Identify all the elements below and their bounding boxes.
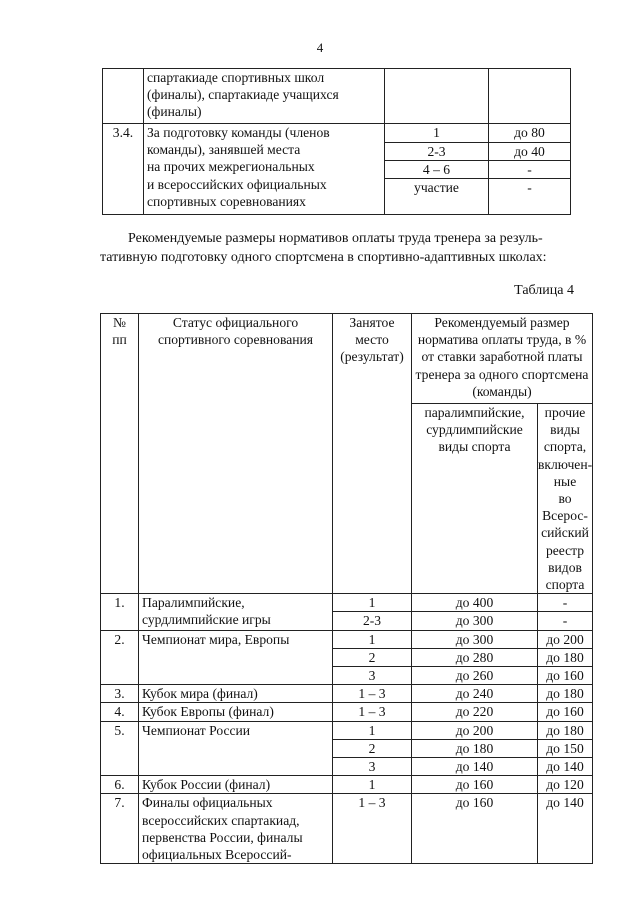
cell-text: официальных Всероссий- (142, 847, 292, 863)
table-4 (100, 313, 593, 864)
other-value-cell: до 150 (538, 739, 593, 757)
header-text: пп (112, 332, 127, 348)
para-value-cell: до 160 (412, 794, 538, 864)
header-status (139, 314, 333, 594)
header-text: прочие (544, 405, 586, 420)
value-cell: до 80 (489, 124, 571, 143)
para-value-cell: до 280 (412, 648, 538, 666)
cell-text: спартакиаде спортивных школ (147, 70, 325, 85)
row-number: 6. (101, 776, 139, 794)
para-value-cell: до 300 (412, 612, 538, 630)
other-value-cell: до 200 (538, 630, 593, 648)
row-number: 7. (101, 794, 139, 864)
cell-text: За подготовку команды (членов (147, 125, 330, 140)
cell-text: Кубок мира (финал) (142, 686, 258, 702)
para-value-cell: до 140 (412, 758, 538, 776)
header-sub-other (538, 404, 593, 594)
other-value-cell: - (538, 594, 593, 612)
cell-text: на прочих межрегиональных (147, 159, 315, 175)
header-text: ные (553, 473, 577, 489)
para-value-cell: до 160 (412, 776, 538, 794)
status-cell (139, 685, 333, 703)
header-text: во Всерос- (542, 491, 588, 524)
page-number: 4 (316, 40, 324, 55)
header-text: Занятое (349, 315, 395, 330)
table-row (103, 69, 571, 124)
header-norm (412, 314, 593, 404)
para-value-cell: до 260 (412, 667, 538, 685)
header-text: спортивного соревнования (157, 332, 314, 348)
header-text: от ставки заработной платы (421, 349, 583, 365)
other-value-cell: до 180 (538, 721, 593, 739)
status-cell (139, 703, 333, 721)
cell-text: Чемпионат России (142, 722, 251, 738)
row-number: 3. (101, 685, 139, 703)
header-text: Статус официального (172, 315, 299, 330)
header-text: (результат) (340, 349, 404, 365)
header-text: реестр (545, 542, 585, 558)
row-number: 3.4. (103, 124, 144, 215)
cell-text: Чемпионат мира, Европы (142, 631, 290, 647)
para-value-cell: до 300 (412, 630, 538, 648)
cell-text: Паралимпийские, (142, 595, 245, 611)
paragraph-line: Рекомендуемые размеры нормативов оплаты труда тренера за резуль- (128, 231, 543, 246)
table-top (102, 68, 571, 215)
row-number: 4. (101, 703, 139, 721)
para-value-cell: до 400 (412, 594, 538, 612)
cell-text: (финалы) (147, 104, 202, 120)
value-cell: до 40 (489, 143, 571, 161)
status-cell (139, 630, 333, 685)
place-cell: 3 (333, 667, 412, 685)
table-row (103, 124, 571, 143)
other-value-cell: до 160 (538, 703, 593, 721)
table-cell (385, 69, 489, 124)
header-text: виды (550, 422, 580, 438)
table-caption: Таблица 4 (514, 283, 574, 298)
cell-text: Кубок Европы (финал) (142, 704, 274, 720)
header-text: сийский (541, 525, 589, 541)
header-text: спорта, (543, 439, 587, 455)
place-cell: 1 – 3 (333, 685, 412, 703)
place-cell: 1 (333, 721, 412, 739)
place-cell: 4 – 6 (385, 161, 489, 179)
other-value-cell: до 140 (538, 758, 593, 776)
header-text: норматива оплаты труда, в % (417, 332, 587, 348)
place-cell: 1 (385, 124, 489, 143)
header-sub-paralympic (412, 404, 538, 594)
place-cell: 1 – 3 (333, 794, 412, 864)
row-number: 2. (101, 630, 139, 685)
header-text: видов (548, 559, 582, 575)
cell-text: Кубок России (финал) (142, 777, 271, 793)
header-text: сурдлимпийские (426, 422, 523, 438)
cell-text: всероссийских спартакиад, (142, 812, 300, 828)
place-cell: 2 (333, 739, 412, 757)
cell-text: команды), занявшей места (147, 142, 301, 158)
table-row (101, 703, 593, 721)
table-row (101, 630, 593, 648)
header-text: № (113, 315, 126, 330)
table-row (101, 685, 593, 703)
table-row (101, 721, 593, 739)
value-cell: - (489, 161, 571, 179)
place-cell: участие (385, 179, 489, 215)
other-value-cell: до 160 (538, 667, 593, 685)
place-cell: 2-3 (385, 143, 489, 161)
table-cell (489, 69, 571, 124)
para-value-cell: до 180 (412, 739, 538, 757)
header-text: паралимпийские, (424, 405, 525, 420)
other-value-cell: до 180 (538, 648, 593, 666)
para-value-cell: до 220 (412, 703, 538, 721)
status-cell (139, 794, 333, 864)
value-cell: - (489, 179, 571, 215)
place-cell: 2 (333, 648, 412, 666)
place-cell: 1 (333, 594, 412, 612)
cell-text: и всероссийских официальных (147, 176, 327, 192)
table-row (101, 794, 593, 864)
row-number: 1. (101, 594, 139, 630)
table-cell (144, 69, 385, 124)
other-value-cell: до 180 (538, 685, 593, 703)
status-cell (139, 776, 333, 794)
other-value-cell: - (538, 612, 593, 630)
header-row (101, 314, 593, 404)
intro-paragraph (100, 229, 570, 267)
header-text: виды спорта (438, 439, 511, 455)
table-cell (144, 124, 385, 215)
header-text: (команды) (472, 383, 532, 399)
cell-text: (финалы), спартакиаде учащихся (147, 87, 339, 103)
status-cell (139, 594, 333, 630)
header-text: спорта (545, 577, 585, 593)
place-cell: 1 (333, 630, 412, 648)
other-value-cell: до 120 (538, 776, 593, 794)
header-text: тренера за одного спортсмена (415, 366, 589, 382)
other-value-cell: до 140 (538, 794, 593, 864)
paragraph-line: тативную подготовку одного спортсмена в спортивно-адаптивных школах: (100, 250, 547, 265)
table-cell (103, 69, 144, 124)
place-cell: 3 (333, 758, 412, 776)
header-text: Рекомендуемый размер (434, 315, 570, 330)
status-cell (139, 721, 333, 776)
place-cell: 1 – 3 (333, 703, 412, 721)
para-value-cell: до 200 (412, 721, 538, 739)
header-place (333, 314, 412, 594)
place-cell: 1 (333, 776, 412, 794)
place-cell: 2-3 (333, 612, 412, 630)
cell-text: спортивных соревнованиях (147, 193, 306, 209)
header-num (101, 314, 139, 594)
row-number: 5. (101, 721, 139, 776)
table-row (101, 776, 593, 794)
para-value-cell: до 240 (412, 685, 538, 703)
cell-text: первенства России, финалы (142, 829, 303, 845)
cell-text: сурдлимпийские игры (142, 612, 271, 628)
header-text: место (355, 332, 389, 348)
table-row (101, 594, 593, 612)
header-text: включен- (538, 456, 593, 472)
cell-text: Финалы официальных (142, 795, 273, 811)
